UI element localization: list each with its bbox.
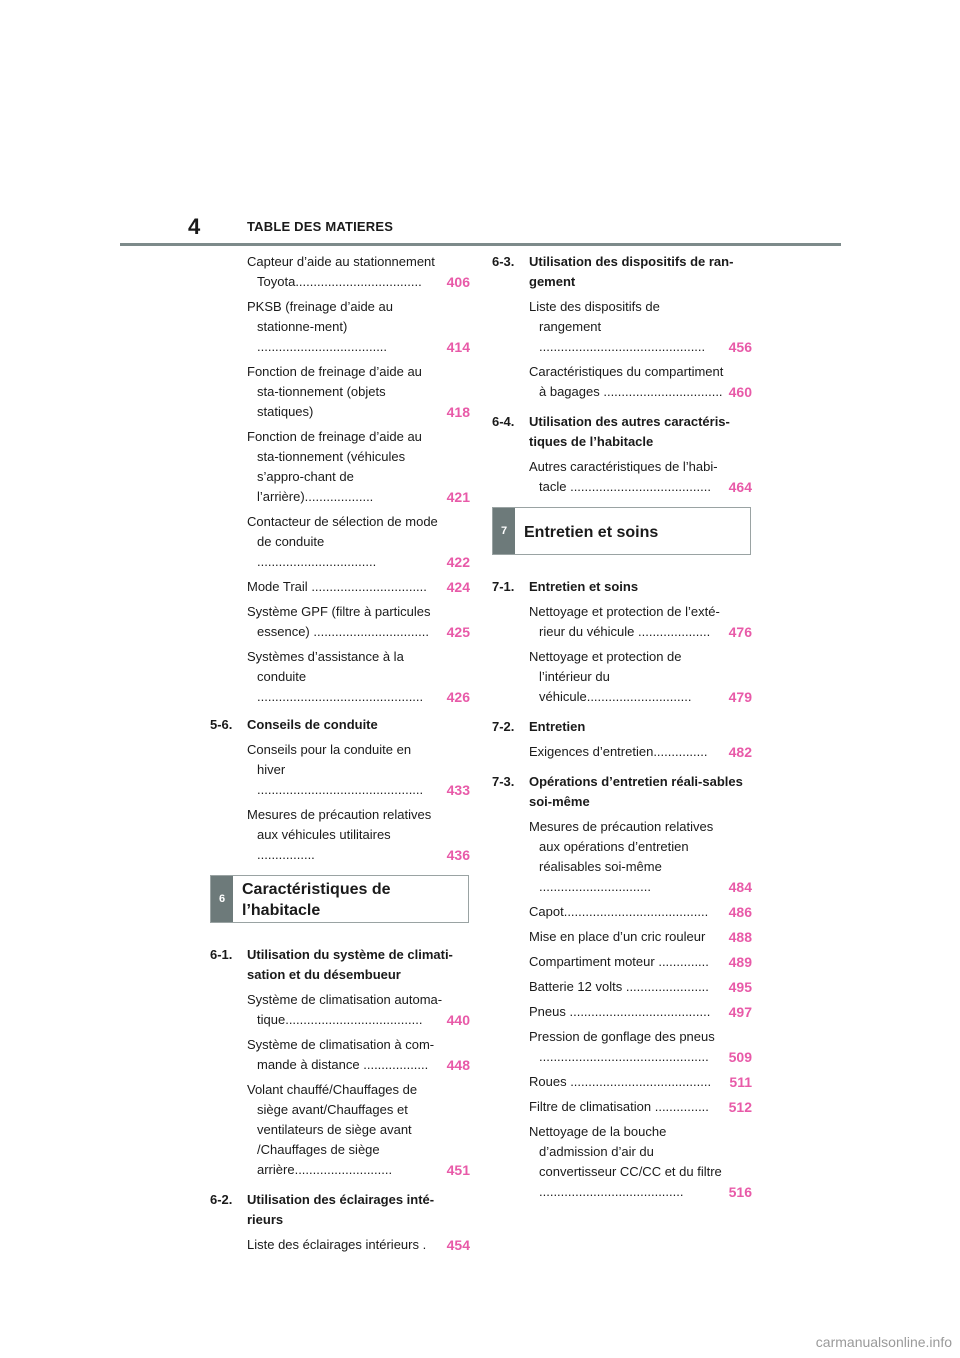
section-number: 6-3. xyxy=(492,254,515,269)
section-title: Utilisation des éclairages inté-rieurs xyxy=(247,1192,435,1227)
toc-left-column xyxy=(210,252,470,1265)
entry-label: Contacteur de sélection de mode de conduite xyxy=(247,514,438,549)
entry-leader: ............... xyxy=(651,1099,709,1114)
entry-page-link[interactable]: 422 xyxy=(446,554,470,570)
toc-entry[interactable] xyxy=(247,252,470,292)
toc-entry[interactable] xyxy=(247,1080,470,1180)
entry-label: Pneus xyxy=(529,1004,566,1019)
toc-right-column xyxy=(492,252,752,1212)
toc-entry[interactable] xyxy=(529,742,752,762)
section-heading[interactable] xyxy=(210,945,470,985)
entry-label: Capot xyxy=(529,904,564,919)
section-title: Conseils de conduite xyxy=(247,717,378,732)
section-heading[interactable] xyxy=(210,1190,470,1230)
entry-page-link[interactable]: 425 xyxy=(446,624,470,640)
section-number: 7-2. xyxy=(492,719,515,734)
entry-page-link[interactable]: 476 xyxy=(728,624,752,640)
entry-label: Mode Trail xyxy=(247,579,308,594)
section-title: Utilisation des dispositifs de ran-gement xyxy=(529,254,734,289)
watermark-footer: carmanualsonline.info xyxy=(815,1334,952,1350)
entry-page-link[interactable]: 460 xyxy=(728,384,752,400)
entry-leader: ................................. xyxy=(257,554,377,569)
entry-leader: .............................................. xyxy=(257,689,424,704)
entry-label: Batterie 12 volts xyxy=(529,979,623,994)
entry-leader: ................................ xyxy=(309,624,429,639)
entry-leader: ................................... xyxy=(295,274,422,289)
section-heading[interactable] xyxy=(492,717,752,737)
toc-entry[interactable] xyxy=(529,1002,752,1022)
entry-page-link[interactable]: 454 xyxy=(446,1237,470,1253)
entry-page-link[interactable]: 509 xyxy=(728,1049,752,1065)
entry-leader: ........................................ xyxy=(563,904,709,919)
entry-leader: .................... xyxy=(634,624,711,639)
section-entries xyxy=(492,742,752,762)
entry-label: Nettoyage et protection de l’intérieur du véhicule xyxy=(529,649,682,704)
entry-label: Volant chauffé/Chauffages de siège avant/Chauffages et ventilateurs de siège avant /Chauffages de siège arrière xyxy=(247,1082,418,1177)
entry-label: Nettoyage et protection de l’exté-rieur du véhicule xyxy=(529,604,720,639)
header-rule xyxy=(120,243,841,246)
entry-page-link[interactable]: 451 xyxy=(446,1162,470,1178)
toc-entry[interactable] xyxy=(247,740,470,800)
section-heading[interactable] xyxy=(492,412,752,452)
entry-page-link[interactable]: 456 xyxy=(728,339,752,355)
chapter-7-header[interactable] xyxy=(492,507,751,555)
entry-page-link[interactable]: 414 xyxy=(446,339,470,355)
entry-page-link[interactable]: 482 xyxy=(728,744,752,760)
entry-label: Autres caractéristiques de l’habi-tacle xyxy=(529,459,718,494)
entry-label: Conseils pour la conduite en hiver xyxy=(247,742,412,777)
entry-label: Mesures de précaution relatives aux véhicules utilitaires xyxy=(247,807,432,842)
chapter-title: Caractéristiques de l’habitacle xyxy=(242,881,391,919)
toc-entry[interactable] xyxy=(247,577,470,597)
entry-leader: ...................................... xyxy=(285,1012,423,1027)
section-heading[interactable] xyxy=(492,577,752,597)
entry-label: Système de climatisation automa-tique xyxy=(247,992,443,1027)
entry-page-link[interactable]: 512 xyxy=(728,1099,752,1115)
section-entries xyxy=(492,602,752,707)
section-entries xyxy=(210,740,470,865)
section-title: Utilisation des autres caractéris-tiques de l’habitacle xyxy=(529,414,730,449)
toc-entry[interactable] xyxy=(247,990,470,1030)
continued-entries xyxy=(210,252,470,707)
entry-label: Capteur d’aide au stationnement Toyota xyxy=(247,254,435,289)
entry-label: Système GPF (filtre à particules essence) xyxy=(247,604,431,639)
toc-entry[interactable] xyxy=(529,297,752,357)
entry-page-link[interactable]: 433 xyxy=(446,782,470,798)
entry-label: Liste des dispositifs de rangement xyxy=(529,299,660,334)
toc-entry[interactable] xyxy=(247,805,470,865)
entry-page-link[interactable]: 486 xyxy=(728,904,752,920)
entry-leader: ................................ xyxy=(307,579,427,594)
entry-leader: ........................... xyxy=(294,1162,393,1177)
entry-label: Compartiment moteur xyxy=(529,954,655,969)
entry-leader: ....................... xyxy=(622,979,709,994)
entry-page-link[interactable]: 424 xyxy=(446,579,470,595)
toc-entry[interactable] xyxy=(529,952,752,972)
entry-label: Mise en place d’un cric rouleur xyxy=(529,929,706,944)
entry-label: Fonction de freinage d’aide au sta-tionnement (véhicules s’appro-chant de l’arrière) xyxy=(247,429,422,504)
toc-entry[interactable] xyxy=(529,457,752,497)
section-heading[interactable] xyxy=(492,772,752,812)
section-entries xyxy=(492,457,752,497)
entry-leader: .................. xyxy=(359,1057,429,1072)
section-heading[interactable] xyxy=(210,715,470,735)
section-entries xyxy=(210,990,470,1180)
entry-leader: . xyxy=(418,1237,427,1252)
toc-entry[interactable] xyxy=(247,512,470,572)
entry-leader: ................ xyxy=(257,847,315,862)
entry-leader: ............... xyxy=(653,744,708,759)
toc-section-5-6 xyxy=(210,715,470,865)
entry-leader: ........................................ xyxy=(539,1184,684,1199)
section-number: 6-1. xyxy=(210,947,233,962)
entry-leader: ................... xyxy=(304,489,374,504)
toc-entry[interactable] xyxy=(247,1235,470,1255)
chapter-tab: 6 xyxy=(211,876,233,922)
section-title: Opérations d’entretien réali-sables soi-même xyxy=(529,774,743,809)
entry-page-link[interactable]: 436 xyxy=(446,847,470,863)
toc-entry[interactable] xyxy=(529,1027,752,1067)
section-title: Utilisation du système de climati-sation et du désembueur xyxy=(247,947,453,982)
entry-label: Roues xyxy=(529,1074,567,1089)
entry-leader: .............................................. xyxy=(257,782,424,797)
entry-page-link[interactable]: 421 xyxy=(446,489,470,505)
entry-label: Systèmes d’assistance à la conduite xyxy=(247,649,404,684)
entry-page-link[interactable]: 484 xyxy=(728,879,752,895)
entry-leader: ............................................... xyxy=(539,1049,709,1064)
toc-entry[interactable] xyxy=(529,1072,752,1092)
entry-leader: ....................................... xyxy=(566,1074,712,1089)
entry-page-link[interactable]: 511 xyxy=(729,1074,752,1090)
entry-label: Fonction de freinage d’aide au sta-tionnement (objets statiques) xyxy=(247,364,422,419)
section-number: 6-2. xyxy=(210,1192,233,1207)
entry-page-link[interactable]: 516 xyxy=(728,1184,752,1200)
section-number: 5-6. xyxy=(210,717,233,732)
entry-page-link[interactable]: 497 xyxy=(728,1004,752,1020)
section-heading[interactable] xyxy=(492,252,752,292)
toc-section-6-2 xyxy=(210,1190,470,1255)
toc-section-7-1 xyxy=(492,577,752,707)
entry-leader: .............. xyxy=(654,954,709,969)
section-entries xyxy=(210,1235,470,1255)
toc-entry[interactable] xyxy=(529,817,752,897)
entry-label: Système de climatisation à com-mande à distance xyxy=(247,1037,435,1072)
chapter-tab: 7 xyxy=(493,508,515,554)
toc-section-6-3 xyxy=(492,252,752,402)
section-number: 6-4. xyxy=(492,414,515,429)
section-title: Entretien et soins xyxy=(529,579,639,594)
toc-entry[interactable] xyxy=(529,1122,752,1202)
entry-leader: .............................................. xyxy=(539,339,706,354)
toc-entry[interactable] xyxy=(247,297,470,357)
entry-page-link[interactable]: 489 xyxy=(728,954,752,970)
entry-leader: ....................................... xyxy=(566,479,711,494)
entry-label: PKSB (freinage d’aide au stationne-ment) xyxy=(247,299,393,334)
entry-page-link[interactable]: 495 xyxy=(728,979,752,995)
chapter-title: Entretien et soins xyxy=(524,523,659,541)
toc-entry[interactable] xyxy=(247,647,470,707)
toc-entry[interactable] xyxy=(529,602,752,642)
entry-page-link[interactable]: 440 xyxy=(446,1012,470,1028)
entry-leader: ................................. xyxy=(599,384,723,399)
entry-page-link[interactable]: 488 xyxy=(728,929,752,945)
toc-entry[interactable] xyxy=(529,1097,752,1117)
entry-label: Mesures de précaution relatives aux opérations d’entretien réalisables soi-même xyxy=(529,819,714,874)
section-number: 7-1. xyxy=(492,579,515,594)
toc-entry[interactable] xyxy=(529,902,752,922)
entry-page-link[interactable]: 464 xyxy=(728,479,752,495)
entry-page-link[interactable]: 448 xyxy=(446,1057,470,1073)
toc-entry[interactable] xyxy=(529,977,752,997)
page-number: 4 xyxy=(188,214,201,239)
entry-leader: ....................................... xyxy=(565,1004,711,1019)
entry-leader: ............................. xyxy=(586,689,692,704)
entry-label: Caractéristiques du compartiment à bagages xyxy=(529,364,724,399)
entry-label: Exigences d’entretien xyxy=(529,744,654,759)
header-title: TABLE DES MATIERES xyxy=(247,219,394,234)
toc-section-6-1 xyxy=(210,945,470,1180)
entry-page-link[interactable]: 426 xyxy=(446,689,470,705)
entry-leader: .................................... xyxy=(257,339,388,354)
section-title: Entretien xyxy=(529,719,586,734)
toc-entry[interactable] xyxy=(529,362,752,402)
toc-entry[interactable] xyxy=(247,362,470,422)
toc-section-7-3 xyxy=(492,772,752,1202)
chapter-6-header[interactable] xyxy=(210,875,469,923)
toc-entry[interactable] xyxy=(247,1035,470,1075)
toc-entry[interactable] xyxy=(247,427,470,507)
section-number: 7-3. xyxy=(492,774,515,789)
toc-entry[interactable] xyxy=(247,602,470,642)
entry-label: Liste des éclairages intérieurs xyxy=(247,1237,419,1252)
toc-entry[interactable] xyxy=(529,927,752,947)
entry-page-link[interactable]: 418 xyxy=(446,404,470,420)
toc-entry[interactable] xyxy=(529,647,752,707)
entry-label: Filtre de climatisation xyxy=(529,1099,652,1114)
entry-leader: ............................... xyxy=(539,879,651,894)
entry-label: Nettoyage de la bouche d’admission d’air du convertisseur CC/CC et du filtre xyxy=(529,1124,722,1179)
entry-page-link[interactable]: 479 xyxy=(728,689,752,705)
section-entries xyxy=(492,297,752,402)
toc-section-6-4 xyxy=(492,412,752,497)
section-entries xyxy=(492,817,752,1202)
entry-page-link[interactable]: 406 xyxy=(446,274,470,290)
entry-label: Pression de gonflage des pneus xyxy=(529,1029,715,1044)
toc-section-7-2 xyxy=(492,717,752,762)
